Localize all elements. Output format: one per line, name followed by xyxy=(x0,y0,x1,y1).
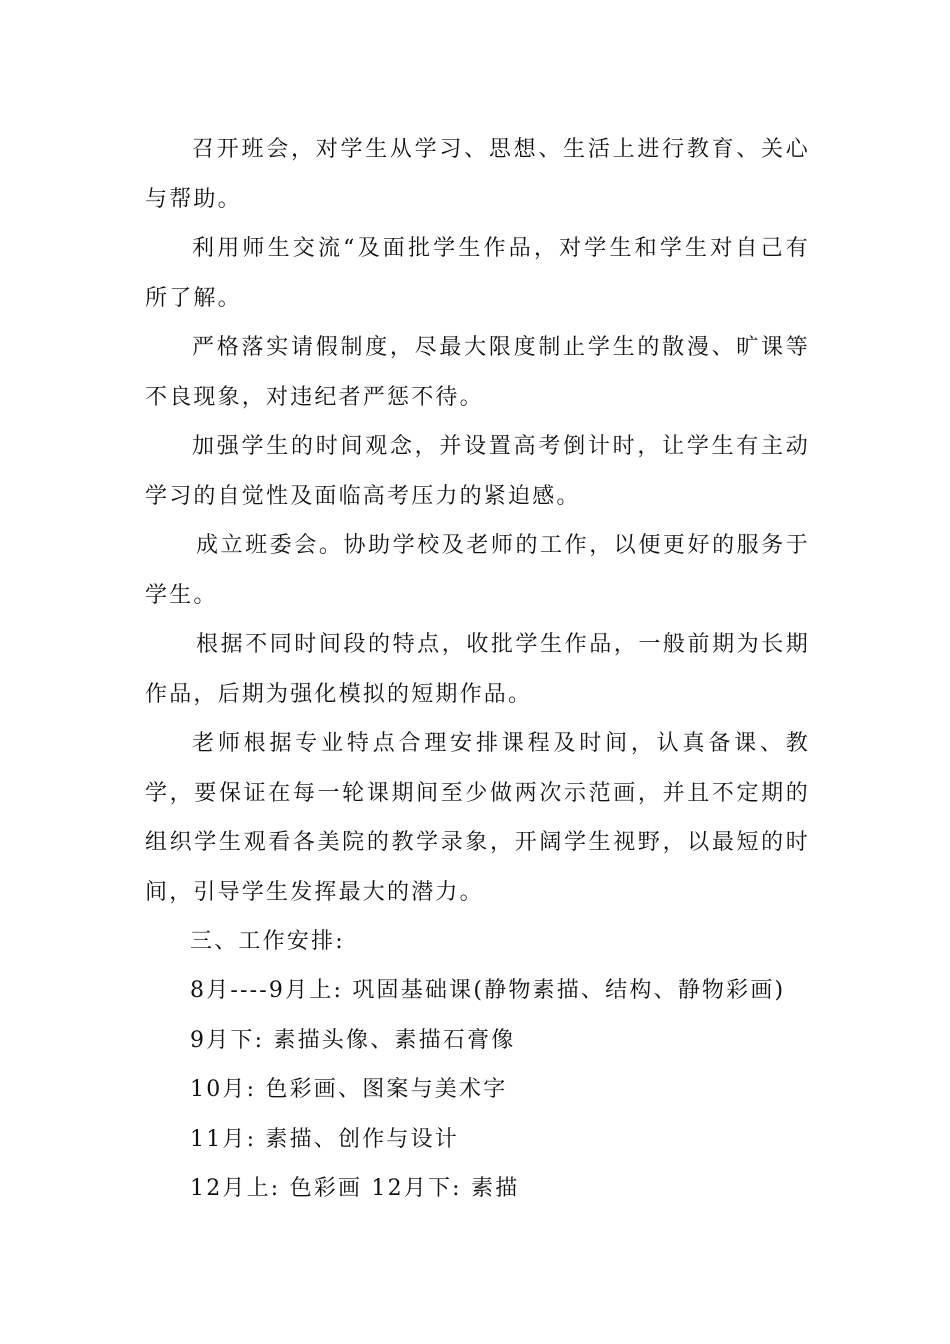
section-heading-work-arrangement: 三、工作安排: xyxy=(190,929,345,954)
schedule-item: 12月上: 色彩画 12月下: 素描 xyxy=(190,1176,520,1201)
schedule-item: 10月: 色彩画、图案与美术字 xyxy=(190,1077,508,1102)
paragraph-class-meeting: 召开班会，对学生从学习、思想、生活上进行教育、关心与帮助。 xyxy=(145,137,810,212)
schedule-item: 11月: 素描、创作与设计 xyxy=(190,1127,460,1152)
paragraph-leave-system: 严格落实请假制度，尽最大限度制止学生的散漫、旷课等不良现象，对违纪者严惩不待。 xyxy=(145,335,810,410)
paragraph-teacher-student-exchange: 利用师生交流“及面批学生作品，对学生和学生对自己有所了解。 xyxy=(145,236,810,311)
paragraph-class-committee: 成立班委会。协助学校及老师的工作，以便更好的服务于学生。 xyxy=(145,533,810,608)
paragraph-time-awareness: 加强学生的时间观念，并设置高考倒计时，让学生有主动学习的自觉性及面临高考压力的紧迫感。 xyxy=(145,434,810,509)
paragraph-grading-works: 根据不同时间段的特点，收批学生作品，一般前期为长期作品，后期为强化模拟的短期作品。 xyxy=(145,632,810,707)
schedule-item: 8月----9月上: 巩固基础课(静物素描、结构、静物彩画) xyxy=(190,978,786,1003)
paragraph-teacher-arrangement: 老师根据专业特点合理安排课程及时间，认真备课、教学，要保证在每一轮课期间至少做两次示范画，并且不定期的组织学生观看各美院的教学录象，开阔学生视野，以最短的时间，引导学生发挥最大的潜力。 xyxy=(145,731,810,905)
schedule-item: 9月下: 素描头像、素描石膏像 xyxy=(190,1028,516,1053)
